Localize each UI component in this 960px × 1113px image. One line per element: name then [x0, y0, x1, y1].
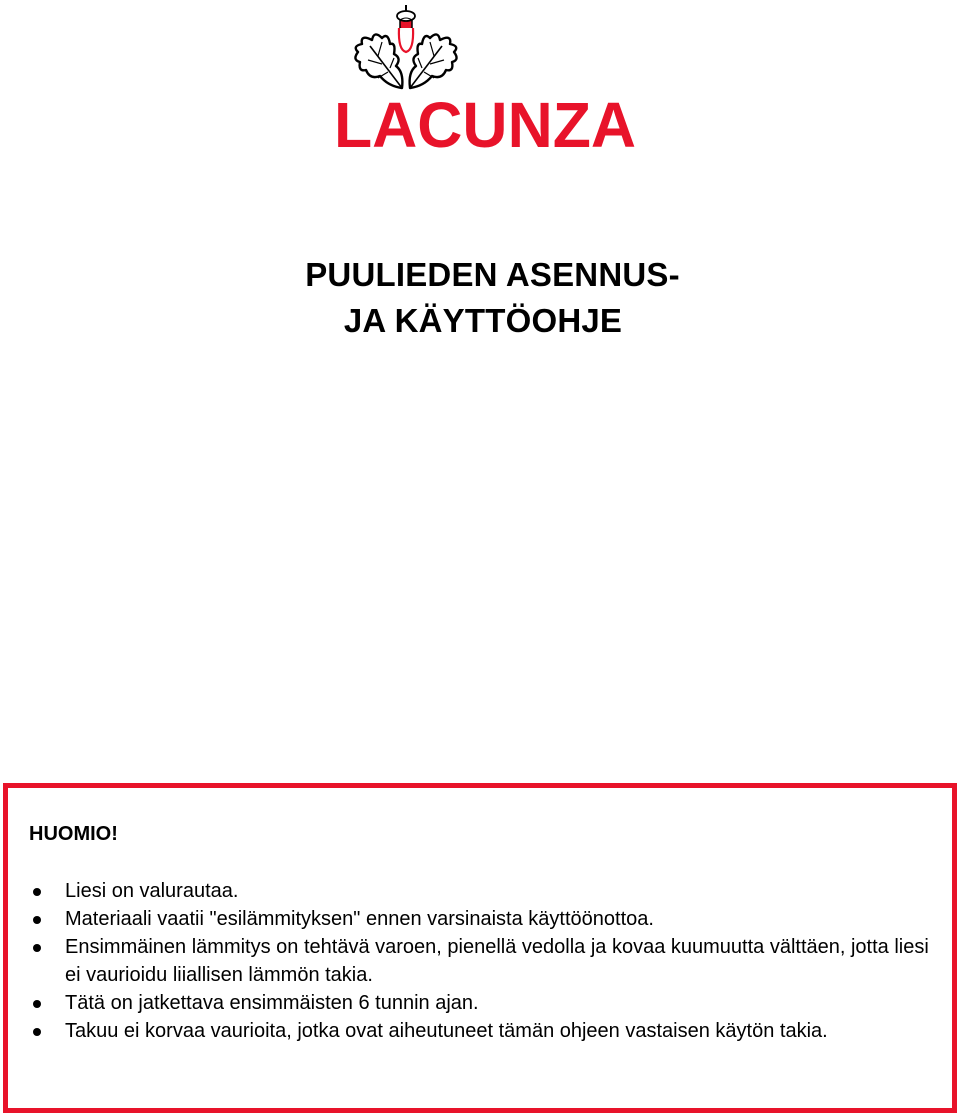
list-item — [29, 905, 929, 933]
list-item-text: Takuu ei korvaa vaurioita, jotka ovat aiheutuneet tämän ohjeen vastaisen käytön takia. — [65, 1020, 828, 1042]
document-title — [0, 252, 960, 344]
bullet-icon — [33, 888, 41, 896]
list-item — [29, 989, 929, 1017]
bullet-icon — [33, 916, 41, 924]
list-item — [29, 933, 929, 989]
acorn-oak-leaves-icon — [355, 5, 456, 88]
list-item-text: Liesi on valurautaa. — [65, 880, 239, 902]
logo-wordmark: LACUNZA — [334, 89, 636, 152]
notice-list — [29, 877, 929, 1045]
list-item — [29, 1017, 929, 1045]
bullet-icon — [33, 944, 41, 952]
list-item-text: Tätä on jatkettava ensimmäisten 6 tunnin ajan. — [65, 992, 479, 1014]
notice-box — [3, 783, 957, 1113]
title-line-1: PUULIEDEN ASENNUS- — [305, 256, 680, 293]
notice-heading: HUOMIO! — [29, 823, 118, 845]
bullet-icon — [33, 1000, 41, 1008]
list-item — [29, 877, 929, 905]
bullet-icon — [33, 1028, 41, 1036]
brand-logo — [330, 2, 640, 152]
lacunza-logo-image — [330, 2, 640, 152]
list-item-text: Materiaali vaatii "esilämmityksen" ennen varsinaista käyttöönottoa. — [65, 908, 654, 930]
list-item-text: Ensimmäinen lämmitys on tehtävä varoen, pienellä vedolla ja kovaa kuumuutta välttäen, jotta liesi ei vaurioidu liiallisen lämmön takia. — [65, 936, 929, 986]
title-line-2: JA KÄYTTÖOHJE — [343, 302, 623, 339]
